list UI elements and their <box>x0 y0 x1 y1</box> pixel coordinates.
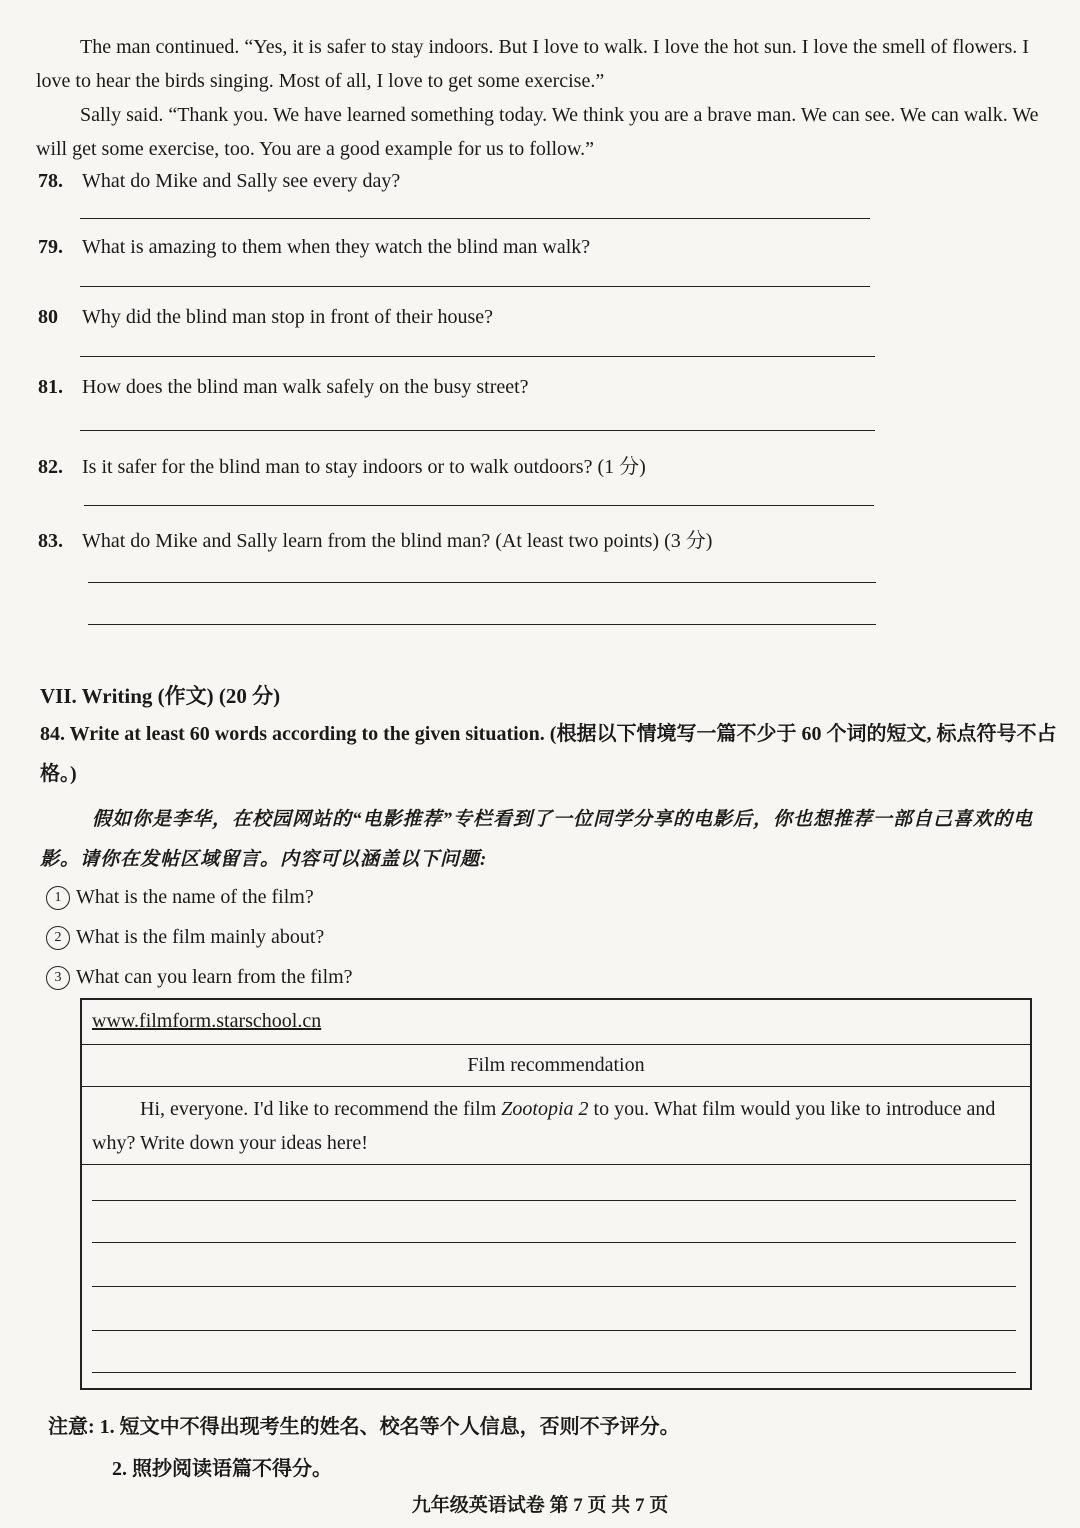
prompt-1 <box>46 886 314 910</box>
section-title-writing: VII. Writing (作文) (20 分) <box>40 684 281 708</box>
question-text: What do Mike and Sally see every day? <box>82 170 401 192</box>
question-82 <box>38 450 646 479</box>
question-number: 80 <box>38 306 58 328</box>
answer-line-80[interactable] <box>80 356 875 357</box>
question-number: 81. <box>38 376 63 398</box>
writing-line-3[interactable] <box>92 1286 1016 1287</box>
website-url[interactable]: www.filmform.starschool.cn <box>92 1010 322 1032</box>
url-row <box>82 1000 1030 1045</box>
box-title: Film recommendation <box>467 1054 645 1076</box>
intro-before: Hi, everyone. I'd like to recommend the film <box>140 1098 502 1120</box>
question-80 <box>38 306 493 329</box>
question-text: Is it safer for the blind man to stay indoors or to walk outdoors? (1 分) <box>82 456 646 478</box>
prompt-text: What is the film mainly about? <box>76 926 325 948</box>
question-number: 83. <box>38 530 63 552</box>
title-row <box>82 1046 1030 1087</box>
question-78 <box>38 170 400 193</box>
question-81 <box>38 376 529 399</box>
writing-line-5[interactable] <box>92 1372 1016 1373</box>
answer-line-83a[interactable] <box>88 582 876 583</box>
note-1 <box>48 1410 680 1439</box>
question-number: 78. <box>38 170 63 192</box>
answer-line-79[interactable] <box>80 286 870 287</box>
writing-line-4[interactable] <box>92 1330 1016 1331</box>
page-footer: 九年级英语试卷 第 7 页 共 7 页 <box>411 1495 669 1516</box>
intro-text <box>92 1092 1020 1160</box>
film-recommendation-box <box>80 998 1032 1390</box>
circled-number: 2 <box>46 926 70 950</box>
question-text: Why did the blind man stop in front of their house? <box>82 306 494 328</box>
passage-paragraph-2: Sally said. “Thank you. We have learned something today. We think you are a brave man. We can see. We can walk. We will get some exercise, too. You are a good example for us to follow.” <box>36 104 1039 160</box>
question-text: What do Mike and Sally learn from the blind man? (At least two points) (3 分) <box>82 530 713 552</box>
prompt-text: What is the name of the film? <box>76 886 314 908</box>
intro-row <box>82 1088 1030 1165</box>
note-text: 1. 短文中不得出现考生的姓名、校名等个人信息，否则不予评分。 <box>99 1416 680 1438</box>
writing-line-1[interactable] <box>92 1200 1016 1201</box>
prompt-2 <box>46 926 324 950</box>
answer-line-81[interactable] <box>80 430 875 431</box>
writing-situation: 假如你是李华，在校园网站的“电影推荐”专栏看到了一位同学分享的电影后，你也想推荐一部自己喜欢的电影。请你在发帖区域留言。内容可以涵盖以下问题: <box>40 809 1034 870</box>
note-2: 2. 照抄阅读语篇不得分。 <box>112 1458 332 1480</box>
notes-label: 注意: <box>48 1416 95 1438</box>
answer-line-78[interactable] <box>80 218 870 219</box>
circled-number: 3 <box>46 966 70 990</box>
question-79 <box>38 236 590 259</box>
writing-line-2[interactable] <box>92 1242 1016 1243</box>
question-number: 79. <box>38 236 63 258</box>
passage-paragraph-1: The man continued. “Yes, it is safer to stay indoors. But I love to walk. I love the hot sun. I love the smell of flowers. I love to hear the birds singing. Most of all, I love to get some exercise.” <box>36 36 1029 92</box>
intro-after: to you. What film would you like to introduce and why? Write down your ideas here! <box>92 1098 996 1154</box>
prompt-text: What can you learn from the film? <box>76 966 353 988</box>
question-number: 82. <box>38 456 63 478</box>
question-text: How does the blind man walk safely on the busy street? <box>82 376 529 398</box>
circled-number: 1 <box>46 886 70 910</box>
prompt-3 <box>46 966 353 990</box>
writing-task: 84. Write at least 60 words according to the given situation. (根据以下情境写一篇不少于 60 个词的短文, 标点符号不占格。) <box>40 723 1057 785</box>
film-name: Zootopia 2 <box>501 1098 589 1120</box>
question-text: What is amazing to them when they watch the blind man walk? <box>82 236 591 258</box>
question-83 <box>38 524 712 553</box>
answer-line-82[interactable] <box>84 505 874 506</box>
answer-line-83b[interactable] <box>88 624 876 625</box>
